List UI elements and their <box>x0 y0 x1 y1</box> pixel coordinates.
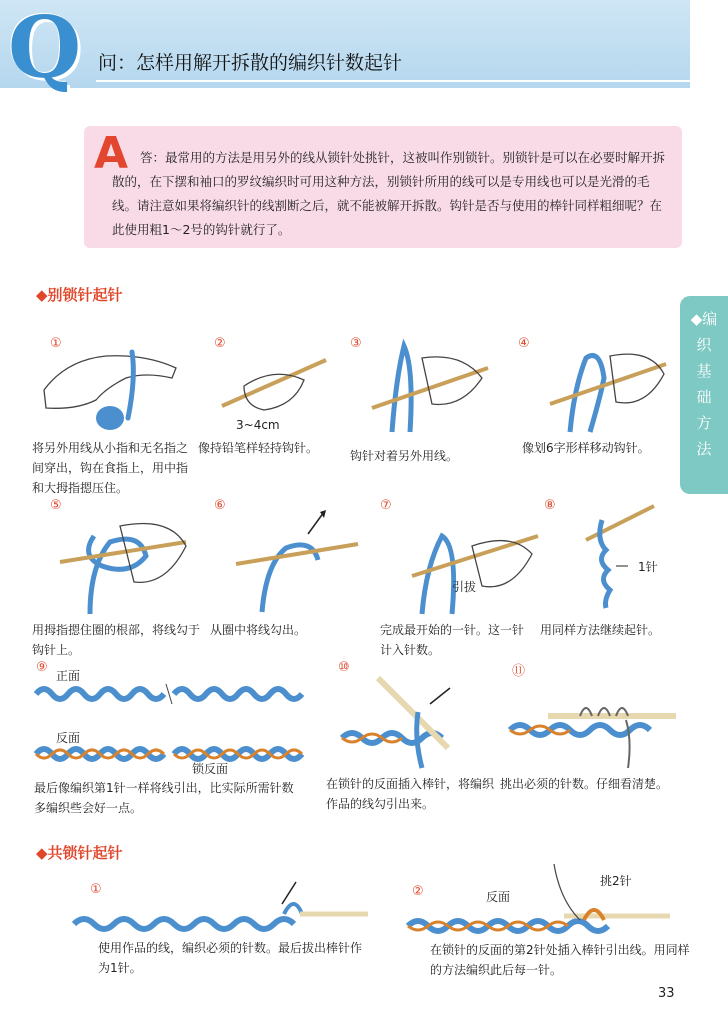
step-caption: 在锁针的反面的第2针处插入棒针引出线。用同样的方法编织此后每一针。 <box>430 943 690 977</box>
step-number: ① <box>90 882 102 897</box>
step-number: ⑦ <box>380 498 392 513</box>
step-caption: 完成最开始的一针。这一针计入针数。 <box>380 623 525 657</box>
page-number: 33 <box>658 986 675 1001</box>
step-number: ② <box>412 884 424 899</box>
step-number: ⑪ <box>512 664 526 679</box>
step-caption: 从圈中将线勾出。 <box>210 623 307 637</box>
step-caption: 使用作品的线，编织必须的针数。最后拔出棒针作为1针。 <box>98 941 363 975</box>
measure-label: 3~4cm <box>236 418 280 432</box>
hook-yarn-illustration <box>352 338 492 434</box>
step-caption: 钩针对着另外用线。 <box>350 449 459 463</box>
pull-through-illustration <box>222 504 362 614</box>
pick-stitches-illustration <box>508 680 678 770</box>
step-caption: 像持铅笔样轻持钩针。 <box>198 441 319 455</box>
one-stitch-label: 1针 <box>638 560 658 574</box>
step-caption: 在锁针的反面插入棒针，将编织作品的线勾引出来。 <box>326 777 495 811</box>
back-label: 反面 <box>56 731 81 745</box>
chain-back-label: 锁反面 <box>192 762 229 776</box>
first-stitch-illustration <box>392 506 542 616</box>
chain-back-illustration <box>34 742 304 766</box>
pick-two-label: 挑2针 <box>600 874 632 888</box>
a-letter: A <box>94 128 129 179</box>
diamond-icon: ◆ <box>36 286 48 304</box>
step-caption: 用拇指摁住圈的根部，将线勾于钩针上。 <box>32 623 201 657</box>
step-caption: 像划6字形样移动钩针。 <box>522 441 650 455</box>
insert-needle-illustration <box>338 668 488 772</box>
step-number: ⑩ <box>338 660 350 675</box>
chain-front-illustration <box>34 682 304 706</box>
section-title-1: 别锁针起针 <box>47 286 123 304</box>
step-number: ⑧ <box>544 498 556 513</box>
section-title-2: 共锁针起针 <box>47 844 123 862</box>
diamond-icon: ◆ <box>36 844 48 862</box>
step-caption: 最后像编织第1针一样将线引出，比实际所需针数多编织些会好一点。 <box>34 781 294 815</box>
second-stitch-illustration <box>404 860 674 940</box>
side-tab-text: ◆编织基础方法 <box>690 310 718 458</box>
step-caption: 用同样方法继续起针。 <box>540 623 661 637</box>
step-caption: 将另外用线从小指和无名指之间穿出，钩在食指上，用中指和大拇指摁压住。 <box>32 441 189 495</box>
page-title: 问：怎样用解开拆散的编织针数起针 <box>98 52 403 74</box>
hand-illustration <box>36 338 186 434</box>
q-letter: Q <box>8 0 82 97</box>
header-rule <box>96 80 690 82</box>
hook-hold-illustration <box>214 346 334 426</box>
step-caption: 挑出必须的针数。仔细看清楚。 <box>500 777 669 791</box>
answer-text: 答：最常用的方法是用另外的线从锁针处挑针，这被叫作别锁针。别锁针是可以在必要时解开拆散的，在下摆和袖口的罗纹编织时可用这种方法，别锁针所用的线可以是专用线也可以是光滑的毛线。请注意如果将编织针的线割断之后，就不能被解开拆散。钩针是否与使用的棒针同样粗细呢？在此使用粗1～2号的钩针就行了。 <box>112 150 666 237</box>
chain-needle-illustration <box>70 874 370 934</box>
pull-label: 引拔 <box>452 580 477 594</box>
step-number: ① <box>50 336 62 351</box>
step-number: ⑨ <box>36 660 48 675</box>
section-heading-2 <box>36 842 123 863</box>
loop-illustration <box>50 506 190 616</box>
step-number: ④ <box>518 336 530 351</box>
step-number: ③ <box>350 336 362 351</box>
section-heading-1 <box>36 284 123 305</box>
step-number: ② <box>214 336 226 351</box>
front-label: 正面 <box>56 669 81 683</box>
step-number: ⑥ <box>214 498 226 513</box>
chain-continue-illustration <box>566 500 656 610</box>
figure8-illustration <box>530 338 670 434</box>
step-number: ⑤ <box>50 498 62 513</box>
back-side-label: 反面 <box>486 890 511 904</box>
